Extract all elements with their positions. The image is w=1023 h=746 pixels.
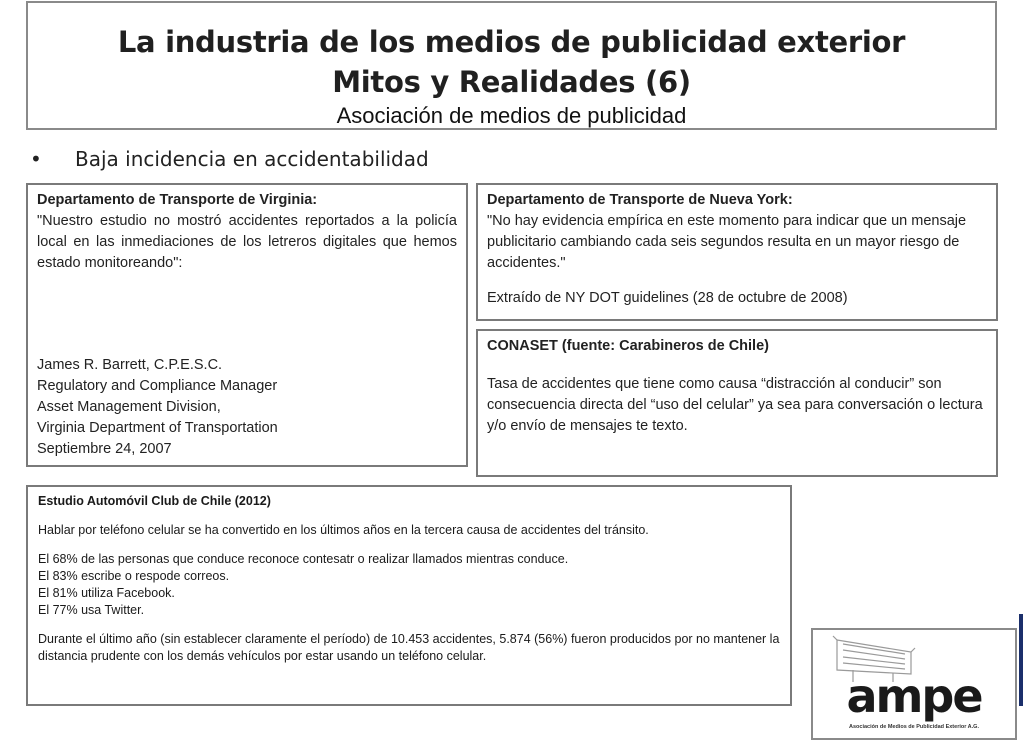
newyork-heading: Departamento de Transporte de Nueva York: [487,192,793,208]
conaset-body: Tasa de accidentes que tiene como causa “distracción al conducir” son consecuencia directa del “uso del celular” ya sea para conversación o lectura y/o envío de mensajes te texto. [487,376,983,434]
bullet-point [30,147,429,171]
title-box [26,1,997,130]
edge-marker [1019,614,1023,706]
ampe-logo [811,628,1017,740]
bullet-text: Baja incidencia en accidentabilidad [75,147,429,171]
billboard-logo-icon [813,630,1015,738]
conaset-panel [476,329,998,477]
signature-line: Regulatory and Compliance Manager [37,378,278,394]
virginia-heading: Departamento de Transporte de Virginia: [37,192,318,208]
automovil-stat: El 77% usa Twitter. [38,603,145,617]
logo-caption: Asociación de Medios de Publicidad Exterior A.G. [849,724,979,730]
signature-line: Asset Management Division, [37,399,221,415]
virginia-panel [26,183,468,467]
slide-organization: Asociación de medios de publicidad [336,103,687,128]
conaset-heading: CONASET (fuente: Carabineros de Chile) [487,338,769,354]
logo-wordmark: ampe [846,669,982,723]
signature-line: Septiembre 24, 2007 [37,441,172,457]
slide-title: La industria de los medios de publicidad exterior [117,25,906,59]
automovil-stat: El 81% utiliza Facebook. [38,586,175,600]
newyork-panel [476,183,998,321]
automovil-club-panel [26,485,792,706]
bullet-icon: • [30,147,42,171]
automovil-conclusion: Durante el último año (sin establecer claramente el período) de 10.453 accidentes, 5.874 (56%) fueron producidos por no mantener la distancia prudente con los demás vehículos por estar usando un teléfono celular. [38,632,780,663]
automovil-heading: Estudio Automóvil Club de Chile (2012) [38,494,271,508]
virginia-quote: "Nuestro estudio no mostró accidentes reportados a la policía local en las inmediaciones de los letreros digitales que hemos estado monitoreando": [37,213,457,271]
automovil-intro: Hablar por teléfono celular se ha convertido en los últimos años en la tercera causa de accidentes del tránsito. [38,523,649,537]
automovil-stat: El 83% escribe o respode correos. [38,569,230,583]
newyork-quote: "No hay evidencia empírica en este momento para indicar que un mensaje publicitario cambiando cada seis segundos resulta en un mayor riesgo de accidentes." [487,213,967,271]
automovil-stat: El 68% de las personas que conduce reconoce contesatr o realizar llamados mientras conduce. [38,552,569,566]
signature-line: James R. Barrett, C.P.E.S.C. [37,357,223,373]
signature-line: Virginia Department of Transportation [37,420,278,436]
newyork-source: Extraído de NY DOT guidelines (28 de octubre de 2008) [487,290,848,306]
virginia-signature [37,355,278,460]
slide-subtitle: Mitos y Realidades (6) [332,65,691,99]
